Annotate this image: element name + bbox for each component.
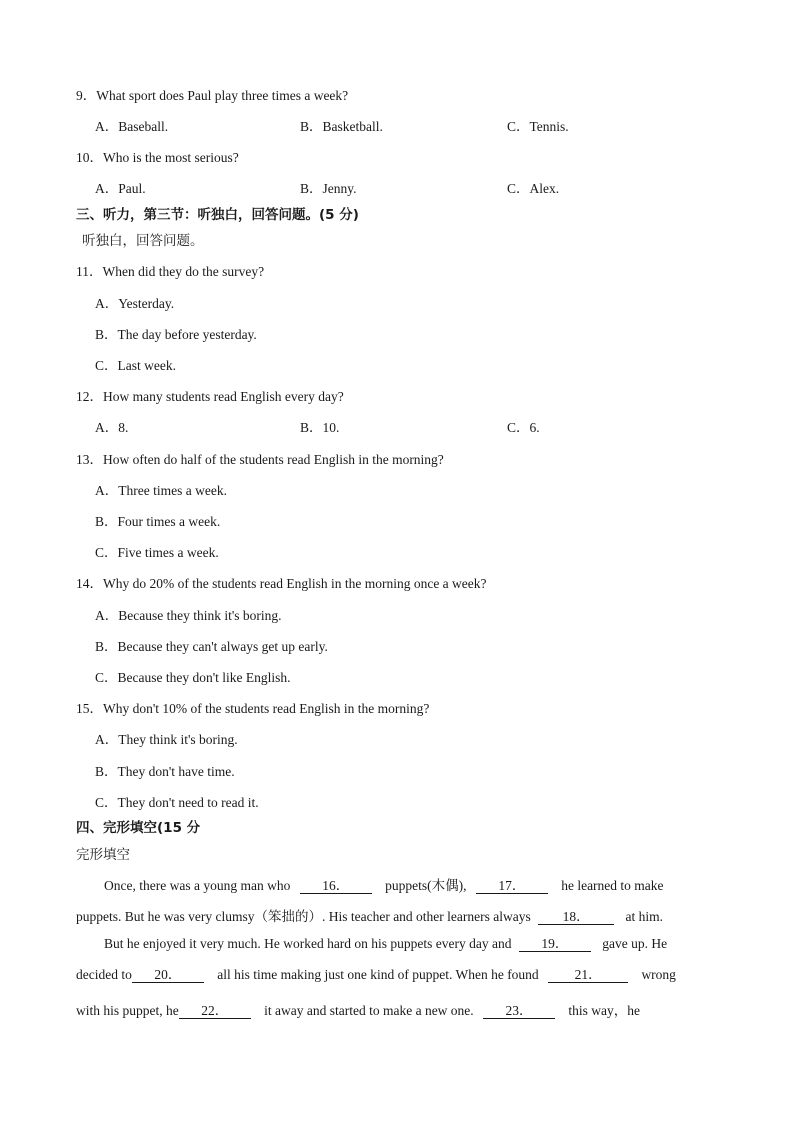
- question-14-option-c: C．Because they don't like English.: [95, 670, 291, 685]
- blank-17: 17．: [476, 879, 548, 894]
- question-14-option-a: A．Because they think it's boring.: [95, 608, 282, 623]
- question-11-stem: 11．When did they do the survey?: [76, 264, 265, 279]
- question-12-option-a: A．8.: [95, 420, 129, 435]
- question-13-stem: 13．How often do half of the students read English in the morning?: [76, 452, 444, 467]
- blank-20: 20．: [132, 968, 204, 983]
- passage-text: But he enjoyed it very much. He worked hard on his puppets every day and: [104, 936, 512, 951]
- passage-text: this way，he: [568, 1003, 641, 1018]
- passage-text: puppets. But he was very clumsy（笨拙的）. His teacher and other learners always: [76, 909, 531, 924]
- question-10-option-a: A．Paul.: [95, 181, 146, 196]
- passage-line-2: [76, 905, 663, 925]
- question-10-option-b: B．Jenny.: [300, 181, 357, 196]
- question-15-option-a: A．They think it's boring.: [95, 732, 238, 747]
- question-13-option-b: B．Four times a week.: [95, 514, 221, 529]
- passage-line-4: [76, 967, 676, 983]
- question-15-option-c: C．They don't need to read it.: [95, 795, 259, 810]
- passage-text: at him.: [625, 909, 664, 924]
- blank-19: 19．: [519, 937, 591, 952]
- question-12-stem: 12．How many students read English every day?: [76, 389, 344, 404]
- blank-22: 22．: [179, 1004, 251, 1019]
- section-4-heading: 四、完形填空(15 分: [76, 820, 201, 836]
- question-14-option-b: B．Because they can't always get up early.: [95, 639, 328, 654]
- question-9-option-c: C．Tennis.: [507, 119, 569, 134]
- blank-18: 18．: [538, 910, 614, 925]
- passage-text: all his time making just one kind of puppet. When he found: [217, 967, 539, 982]
- passage-text: wrong: [641, 967, 676, 982]
- question-9-option-b: B．Basketball.: [300, 119, 383, 134]
- section-3-instruction: 听独白，回答问题。: [82, 233, 204, 249]
- blank-21: 21．: [548, 968, 628, 983]
- passage-text: he learned to make: [561, 878, 664, 893]
- passage-text: Once, there was a young man who: [104, 878, 291, 893]
- passage-text: it away and started to make a new one.: [264, 1003, 474, 1018]
- passage-text: with his puppet, he: [76, 1003, 179, 1018]
- question-15-option-b: B．They don't have time.: [95, 764, 235, 779]
- passage-line-1: [104, 874, 664, 894]
- passage-line-3: [104, 936, 667, 952]
- passage-text: puppets(木偶),: [385, 878, 467, 893]
- passage-text: decided to: [76, 967, 132, 982]
- blank-16: 16．: [300, 879, 372, 894]
- question-11-option-b: B．The day before yesterday.: [95, 327, 257, 342]
- question-13-option-c: C．Five times a week.: [95, 545, 219, 560]
- blank-23: 23．: [483, 1004, 555, 1019]
- question-11-option-a: A．Yesterday.: [95, 296, 175, 311]
- section-4-instruction: 完形填空: [76, 847, 130, 863]
- question-9-stem: 9．What sport does Paul play three times a week?: [76, 88, 349, 103]
- question-10-option-c: C．Alex.: [507, 181, 560, 196]
- question-12-option-c: C．6.: [507, 420, 540, 435]
- passage-text: gave up. He: [602, 936, 668, 951]
- question-15-stem: 15．Why don't 10% of the students read English in the morning?: [76, 701, 430, 716]
- question-9-option-a: A．Baseball.: [95, 119, 169, 134]
- question-11-option-c: C．Last week.: [95, 358, 176, 373]
- section-3-heading: 三、听力，第三节：听独白，回答问题。(5 分): [76, 207, 359, 223]
- question-14-stem: 14．Why do 20% of the students read English in the morning once a week?: [76, 576, 487, 591]
- question-10-stem: 10．Who is the most serious?: [76, 150, 239, 165]
- question-12-option-b: B．10.: [300, 420, 340, 435]
- question-13-option-a: A．Three times a week.: [95, 483, 227, 498]
- passage-line-5: [76, 999, 640, 1019]
